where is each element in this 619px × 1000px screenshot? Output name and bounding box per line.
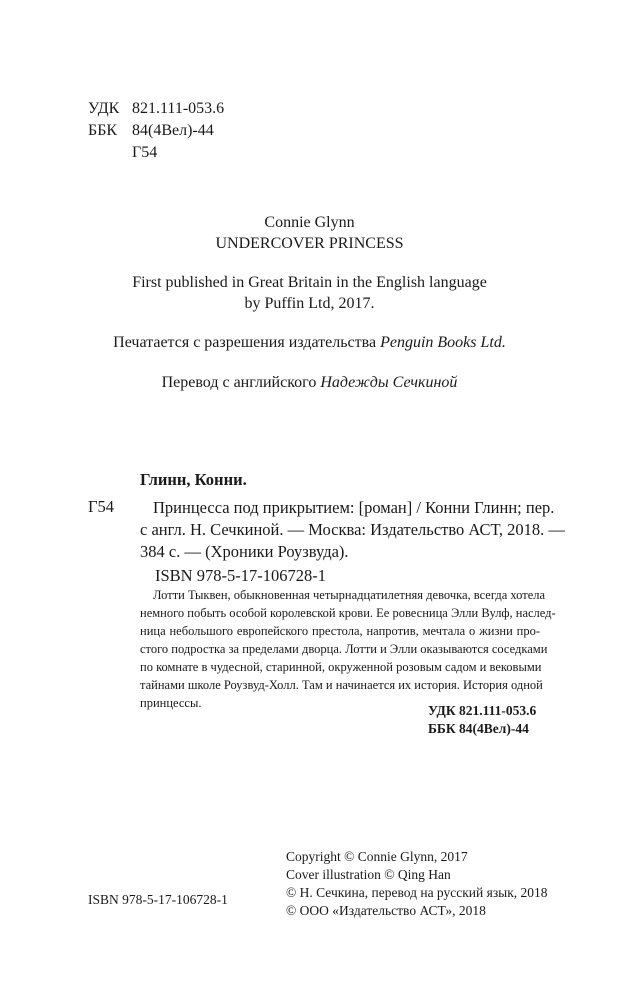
udk-row bbox=[88, 98, 224, 120]
copyright-line: Cover illustration © Qing Han bbox=[286, 867, 451, 882]
biblio-line: 384 с. — (Хроники Роузвуда). bbox=[140, 542, 349, 561]
annotation bbox=[140, 586, 556, 712]
annotation-line: тайнами школе Роузвуд-Холл. Там и начинается их история. История одной bbox=[140, 678, 543, 692]
copyright-block bbox=[286, 848, 548, 920]
permission-note bbox=[0, 332, 619, 353]
bbk-row bbox=[88, 120, 224, 142]
biblio-line: Принцесса под прикрытием: [роман] / Конни Глинн; пер. bbox=[153, 498, 555, 517]
biblio-line: с англ. Н. Сечкиной. — Москва: Издательство АСТ, 2018. — bbox=[140, 520, 565, 539]
publication-note bbox=[0, 272, 619, 314]
author-mark: Г54 bbox=[132, 144, 158, 161]
udk-label: УДК bbox=[88, 100, 120, 117]
copyright-line: Copyright © Connie Glynn, 2017 bbox=[286, 849, 468, 864]
copyright-line: © Н. Сечкина, перевод на русский язык, 2018 bbox=[286, 885, 548, 900]
publication-line-1: First published in Great Britain in the English language bbox=[132, 274, 487, 291]
permission-publisher: Penguin Books Ltd. bbox=[380, 334, 506, 351]
permission-prefix: Печатается с разрешения издательства bbox=[113, 334, 377, 351]
catalog-mark: Г54 bbox=[88, 497, 115, 516]
annotation-line: немного побыть особой королевской крови. Ее ровесница Элли Вулф, наслед- bbox=[140, 606, 556, 620]
catalog-bbk: ББК 84(4Вел)-44 bbox=[428, 721, 529, 736]
bbk-value: 84(4Вел)-44 bbox=[132, 122, 214, 139]
original-title: UNDERCOVER PRINCESS bbox=[215, 235, 404, 252]
annotation-line: Лотти Тыквен, обыкновенная четырнадцатилетняя девочка, всегда хотела bbox=[153, 588, 546, 602]
classification-block bbox=[88, 98, 224, 164]
translator-name: Надежды Сечкиной bbox=[320, 374, 458, 391]
udk-value: 821.111-053.6 bbox=[132, 100, 225, 117]
catalog-udk: УДК 821.111-053.6 bbox=[428, 703, 537, 718]
translation-prefix: Перевод с английского bbox=[161, 374, 317, 391]
bibliographic-description bbox=[140, 497, 565, 563]
bbk-label: ББК bbox=[88, 122, 118, 139]
annotation-line: стого подростка за пределами дворца. Лотти и Элли оказываются соседками bbox=[140, 642, 548, 656]
annotation-line: по комнате в чудесной, старинной, окруженной розовым садом и вековыми bbox=[140, 660, 542, 674]
original-title-block bbox=[0, 212, 619, 254]
translation-note bbox=[0, 372, 619, 393]
catalog-isbn: ISBN 978-5-17-106728-1 bbox=[155, 566, 326, 585]
catalog-author-heading: Глинн, Конни. bbox=[140, 470, 247, 489]
publication-line-2: by Puffin Ltd, 2017. bbox=[244, 295, 375, 312]
annotation-line: ница небольшого европейского престола, напротив, мечтала о жизни про- bbox=[140, 624, 540, 638]
original-author: Connie Glynn bbox=[264, 214, 355, 231]
footer-isbn: ISBN 978-5-17-106728-1 bbox=[88, 892, 228, 907]
annotation-line: принцессы. bbox=[140, 696, 202, 710]
catalog-codes bbox=[428, 702, 536, 738]
copyright-line: © ООО «Издательство АСТ», 2018 bbox=[286, 903, 486, 918]
